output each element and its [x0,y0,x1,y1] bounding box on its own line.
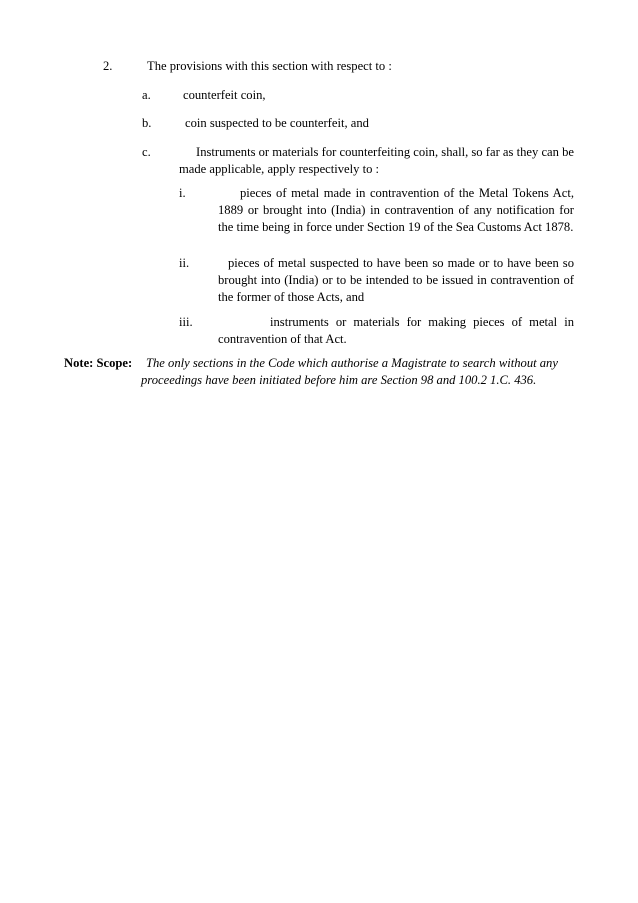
section-intro: The provisions with this section with respect to : [147,59,392,73]
subitem-text-i: pieces of metal made in contravention of the Metal Tokens Act, 1889 or brought into (India) in contravention of any notification for the time being in force under Section 19 of the Sea Customs Act 1878. [218,186,574,234]
item-text-b: coin suspected to be counterfeit, and [185,116,369,130]
subitem-marker-i: i. [179,186,186,200]
item-marker-b: b. [142,116,152,130]
note-text: The only sections in the Code which authorise a Magistrate to search without any proceedings have been initiated before him are Section 98 and 100.2 1.C. 436. [141,356,558,387]
note-label: Note: Scope: [64,356,133,370]
subitem-marker-ii: ii. [179,256,190,270]
item-text-c: Instruments or materials for counterfeiting coin, shall, so far as they can be made applicable, apply respectively to : [179,145,574,176]
section-number: 2. [103,59,113,73]
item-marker-a: a. [142,88,151,102]
item-marker-c: c. [142,145,151,159]
subitem-text-iii: instruments or materials for making pieces of metal in contravention of that Act. [218,315,574,346]
subitem-text-ii: pieces of metal suspected to have been so made or to have been so brought into (India) or to be intended to be issued in contravention of the former of those Acts, and [218,256,574,304]
item-text-a: counterfeit coin, [183,88,266,102]
subitem-marker-iii: iii. [179,315,193,329]
